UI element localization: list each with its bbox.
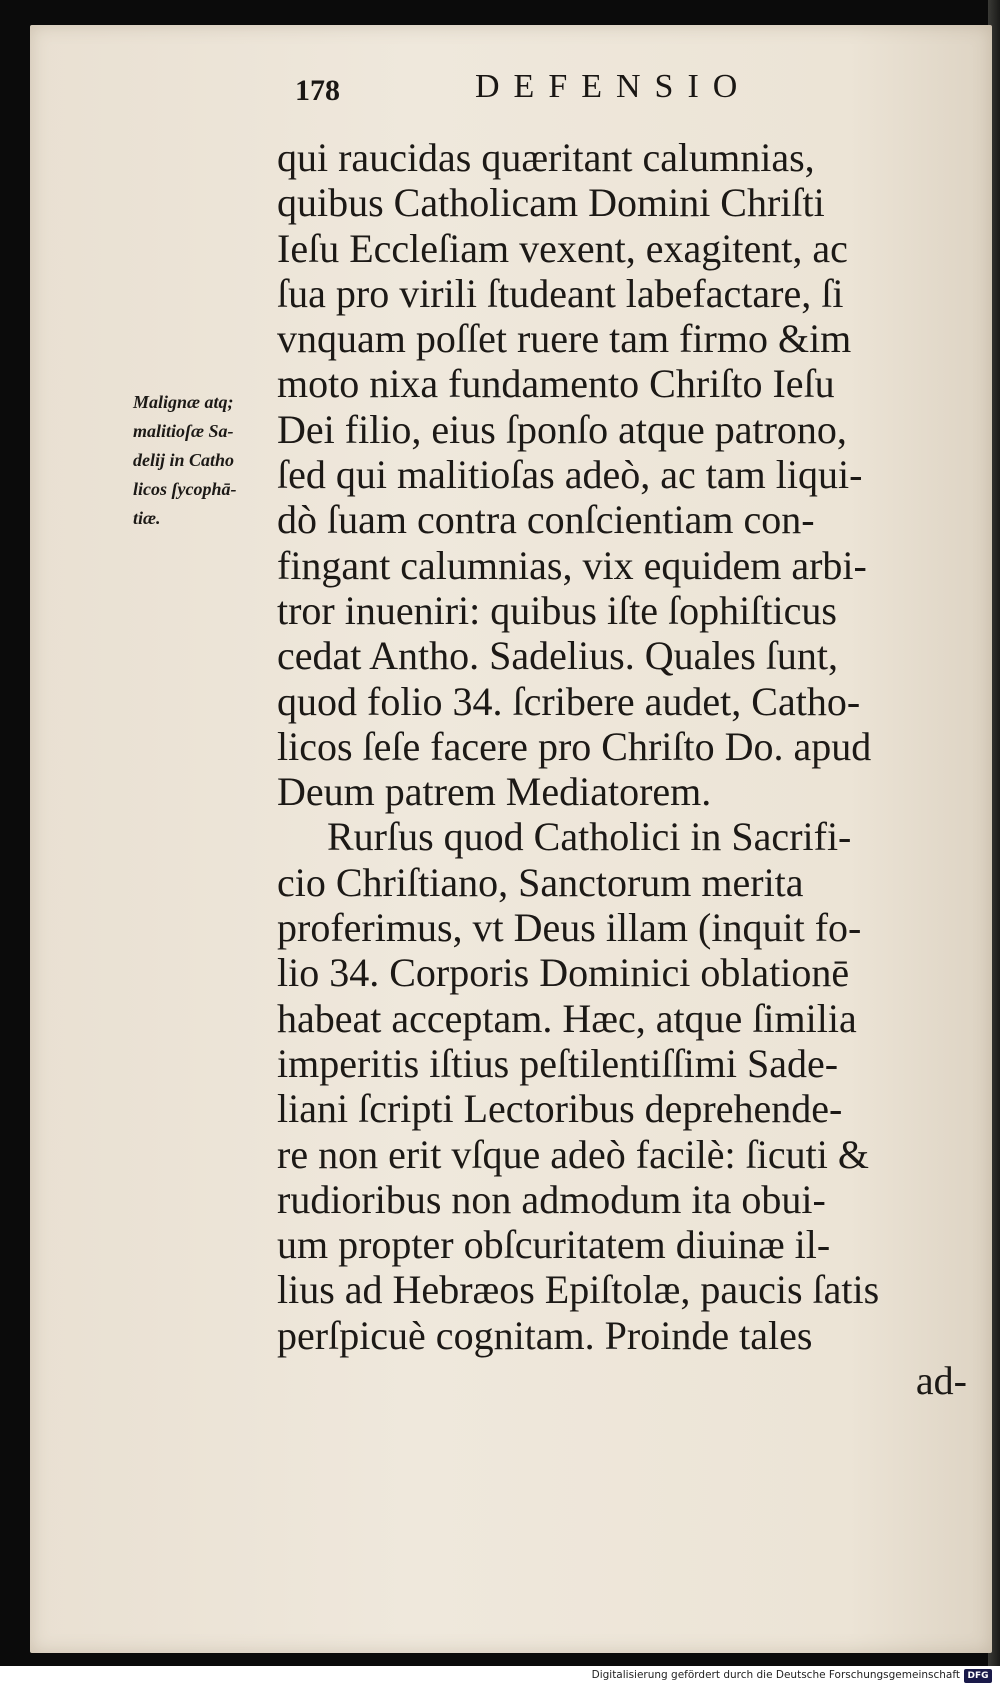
marginal-note-line: licos ſycophā- [133,479,237,499]
catchword: ad- [915,1358,967,1404]
marginal-note-line: delij in Catho [133,450,235,470]
text-line: proferimus, vt Deus illam (inquit fo- [277,905,862,951]
marginal-note [133,388,283,533]
marginal-note-line: malitioſæ Sa- [133,421,234,441]
text-line: re non erit vſque adeò facilè: ſicuti & [277,1131,869,1177]
marginal-note-line: Malignæ atq; [133,392,234,412]
text-line: dò ſuam contra conſcientiam con- [277,497,815,543]
body-text [277,135,967,1403]
text-line: rudioribus non admodum ita obui- [277,1176,826,1222]
digitization-credit: Digitalisierung gefördert durch die Deutsche Forschungsgemeinschaft [591,1669,960,1681]
text-line: quod folio 34. ſcribere audet, Catho- [277,678,861,724]
text-line: qui raucidas quæritant calumnias, [277,135,815,180]
text-line: Ieſu Eccleſiam vexent, exagitent, ac [277,225,848,271]
text-line: licos ſeſe facere pro Chriſto Do. apud [277,723,872,769]
text-line: moto nixa fundamento Chriſto Ieſu [277,361,835,407]
text-line: ſed qui malitioſas adeò, ac tam liqui- [277,452,863,498]
text-line: cio Chriſtiano, Sanctorum merita [277,859,804,905]
text-line: um propter obſcuritatem diuinæ il- [277,1222,831,1268]
text-line: vnquam poſſet ruere tam firmo &im [277,316,852,362]
footer-bar [0,1666,1000,1689]
text-line: quibus Catholicam Domini Chriſti [277,180,825,226]
marginal-note-line: tiæ. [133,508,161,528]
text-line: fingant calumnias, vix equidem arbi- [277,542,867,588]
text-line: cedat Antho. Sadelius. Quales ſunt, [277,633,839,679]
text-line: ſua pro virili ſtudeant labefactare, ſi [277,270,844,316]
text-line: Dei filio, eius ſponſo atque patrono, [277,406,847,452]
running-head [295,68,995,128]
text-line: lius ad Hebræos Epiſtolæ, paucis ſatis [277,1267,880,1313]
dfg-logo: DFG [964,1669,992,1683]
text-line: habeat acceptam. Hæc, atque ſimilia [277,995,857,1041]
text-line: liani ſcripti Lectoribus deprehende- [277,1086,843,1132]
text-line: tror inueniri: quibus iſte ſophiſticus [277,587,837,633]
text-line: perſpicuè cognitam. Proinde tales [277,1312,813,1358]
page-number: 178 [295,74,340,107]
text-line: imperitis iſtius peſtilentiſſimi Sade- [277,1040,839,1086]
text-line: lio 34. Corporis Dominici oblationē [277,950,850,996]
running-title: DEFENSIO [475,68,752,105]
text-line: Deum patrem Mediatorem. [277,769,712,815]
text-line: Rurſus quod Catholici in Sacrifi- [327,814,852,860]
